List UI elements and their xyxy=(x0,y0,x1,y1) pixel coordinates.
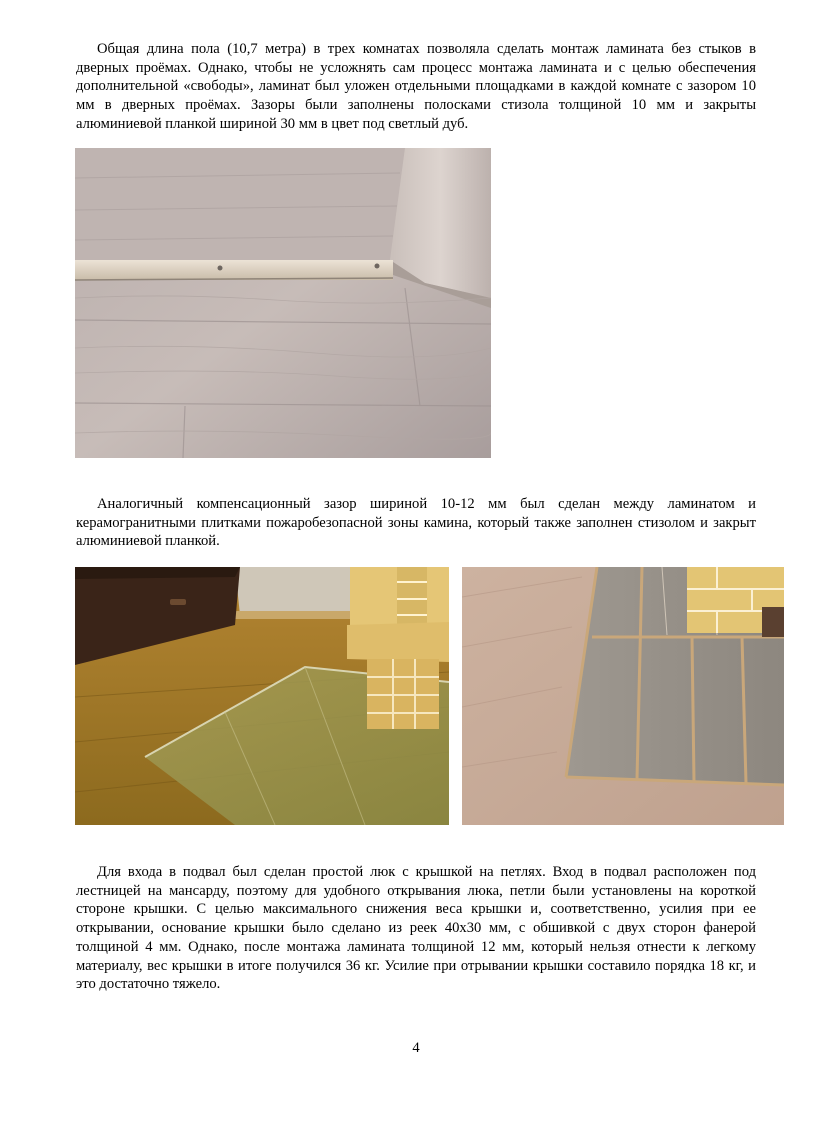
photo-door-threshold-strip xyxy=(75,148,491,458)
photo-fireplace-tile-zone xyxy=(75,567,449,825)
page-number: 4 xyxy=(412,1040,420,1056)
photo-tile-zone-aluminium-strip xyxy=(462,567,784,825)
paragraph-fireplace-gap: Аналогичный компенсационный зазор шириной 10-12 мм был сделан между ламинатом и керамогранитными плитками пожаробезопасной зоны камина, который также заполнен стизолом и закрыт алюминиевой планкой. xyxy=(76,496,756,550)
paragraph-laminate-installation: Общая длина пола (10,7 метра) в трех комнатах позволяла сделать монтаж ламината без стыков в дверных проёмах. Однако, чтобы не усложнять сам процесс монтажа ламината и с целью обеспечения дополнительной «свободы», ламинат был уложен отдельными площадками в каждой комнате с зазором 10 мм в дверных проёмах. Зазоры были заполнены полосками стизола толщиной 10 мм и закрыты алюминиевой планкой шириной 30 мм в цвет под светлый дуб. xyxy=(76,41,756,132)
paragraph-basement-hatch: Для входа в подвал был сделан простой люк с крышкой на петлях. Вход в подвал расположен под лестницей на мансарду, поэтому для удобного открывания люка, петли были установлены на короткой стороне крышки. С целью максимального снижения веса крышки и, соответственно, усилия при ее открывании, основание крышки было сделано из реек 40х30 мм, с обшивкой с двух сторон фанерой толщиной 4 мм. Однако, после монтажа ламината толщиной 12 мм, который нельзя отнести к легкому материалу, вес крышки в итоге получился 36 кг. Усилие при отрывании крышки составило порядка 18 кг, и это достаточно тяжело. xyxy=(76,864,756,993)
